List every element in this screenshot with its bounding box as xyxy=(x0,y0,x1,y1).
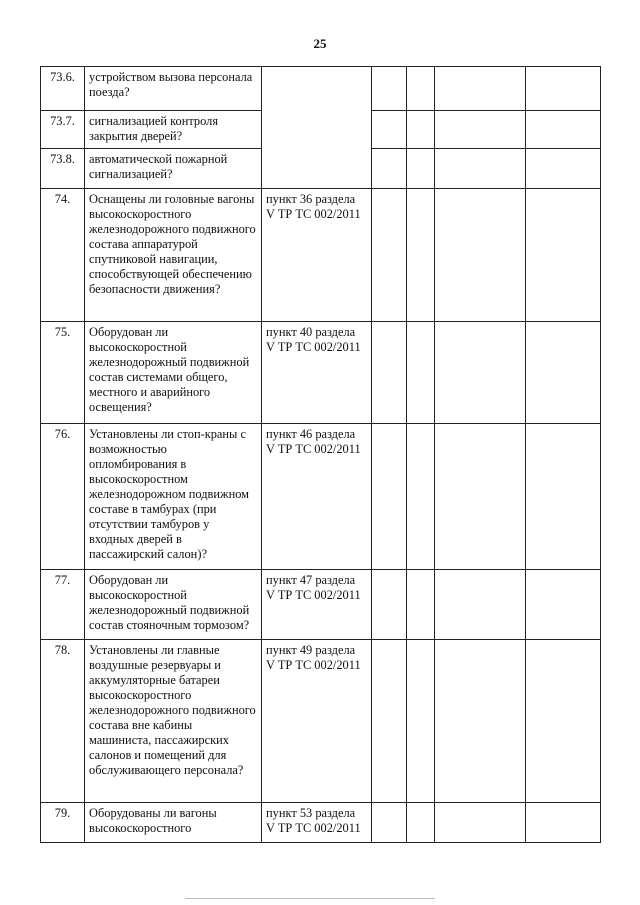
scan-edge-line xyxy=(185,898,435,899)
answer-cell xyxy=(526,149,601,189)
table-row xyxy=(41,640,601,803)
answer-cell xyxy=(372,322,407,424)
item-number: 76. xyxy=(41,424,85,570)
answer-cell xyxy=(407,67,435,111)
answer-cell xyxy=(372,570,407,640)
answer-cell xyxy=(435,189,526,322)
answer-cell xyxy=(407,640,435,803)
answer-cell xyxy=(526,570,601,640)
answer-cell xyxy=(372,149,407,189)
answer-cell xyxy=(435,67,526,111)
legal-reference: пункт 49 раздела V ТР ТС 002/2011 xyxy=(262,640,372,803)
answer-cell xyxy=(407,424,435,570)
question-text: Установлены ли стоп-краны с возможностью опломбирования в высокоскоростном железнодорожном подвижном составе в тамбурах (при отсутствии тамбуров у входных дверей в пассажирский салон)? xyxy=(85,424,262,570)
question-text: Оборудованы ли вагоны высокоскоростного xyxy=(85,803,262,843)
legal-reference: пункт 40 раздела V ТР ТС 002/2011 xyxy=(262,322,372,424)
answer-cell xyxy=(435,322,526,424)
item-number: 73.6. xyxy=(41,67,85,111)
item-number: 73.8. xyxy=(41,149,85,189)
answer-cell xyxy=(526,322,601,424)
answer-cell xyxy=(407,322,435,424)
answer-cell xyxy=(435,803,526,843)
answer-cell xyxy=(526,640,601,803)
table-row xyxy=(41,322,601,424)
answer-cell xyxy=(435,149,526,189)
table-row xyxy=(41,570,601,640)
question-text: Оборудован ли высокоскоростной железнодорожный подвижной состав системами общего, местного и аварийного освещения? xyxy=(85,322,262,424)
answer-cell xyxy=(407,570,435,640)
legal-reference: пункт 46 раздела V ТР ТС 002/2011 xyxy=(262,424,372,570)
legal-reference: пункт 36 раздела V ТР ТС 002/2011 xyxy=(262,189,372,322)
legal-reference: пункт 53 раздела V ТР ТС 002/2011 xyxy=(262,803,372,843)
question-text: Установлены ли главные воздушные резервуары и аккумуляторные батареи высокоскоростного железнодорожного подвижного состава вне кабины машиниста, пассажирских салонов и помещений для обслуживающего персонала? xyxy=(85,640,262,803)
answer-cell xyxy=(526,189,601,322)
item-number: 74. xyxy=(41,189,85,322)
question-text: устройством вызова персонала поезда? xyxy=(85,67,262,111)
answer-cell xyxy=(435,424,526,570)
answer-cell xyxy=(372,424,407,570)
answer-cell xyxy=(407,149,435,189)
answer-cell xyxy=(372,189,407,322)
answer-cell xyxy=(435,111,526,149)
answer-cell xyxy=(372,803,407,843)
answer-cell xyxy=(372,640,407,803)
answer-cell xyxy=(435,640,526,803)
answer-cell xyxy=(407,803,435,843)
question-text: сигнализацией контроля закрытия дверей? xyxy=(85,111,262,149)
item-number: 79. xyxy=(41,803,85,843)
page-number: 25 xyxy=(313,36,327,51)
answer-cell xyxy=(372,67,407,111)
answer-cell xyxy=(407,189,435,322)
question-text: автоматической пожарной сигнализацией? xyxy=(85,149,262,189)
answer-cell xyxy=(526,424,601,570)
answer-cell xyxy=(407,111,435,149)
table-row xyxy=(41,424,601,570)
question-text: Оснащены ли головные вагоны высокоскоростного железнодорожного подвижного состава аппаратурой спутниковой навигации, способствующей обеспечению безопасности движения? xyxy=(85,189,262,322)
item-number: 78. xyxy=(41,640,85,803)
question-text: Оборудован ли высокоскоростной железнодорожный подвижной состав стояночным тормозом? xyxy=(85,570,262,640)
answer-cell xyxy=(526,803,601,843)
answer-cell xyxy=(435,570,526,640)
checklist-table xyxy=(40,66,601,843)
table-row xyxy=(41,189,601,322)
answer-cell xyxy=(526,111,601,149)
answer-cell xyxy=(526,67,601,111)
item-number: 75. xyxy=(41,322,85,424)
answer-cell xyxy=(372,111,407,149)
item-number: 77. xyxy=(41,570,85,640)
legal-reference: пункт 47 раздела V ТР ТС 002/2011 xyxy=(262,570,372,640)
item-number: 73.7. xyxy=(41,111,85,149)
table-row xyxy=(41,67,601,111)
table-row xyxy=(41,803,601,843)
legal-reference xyxy=(262,67,372,189)
